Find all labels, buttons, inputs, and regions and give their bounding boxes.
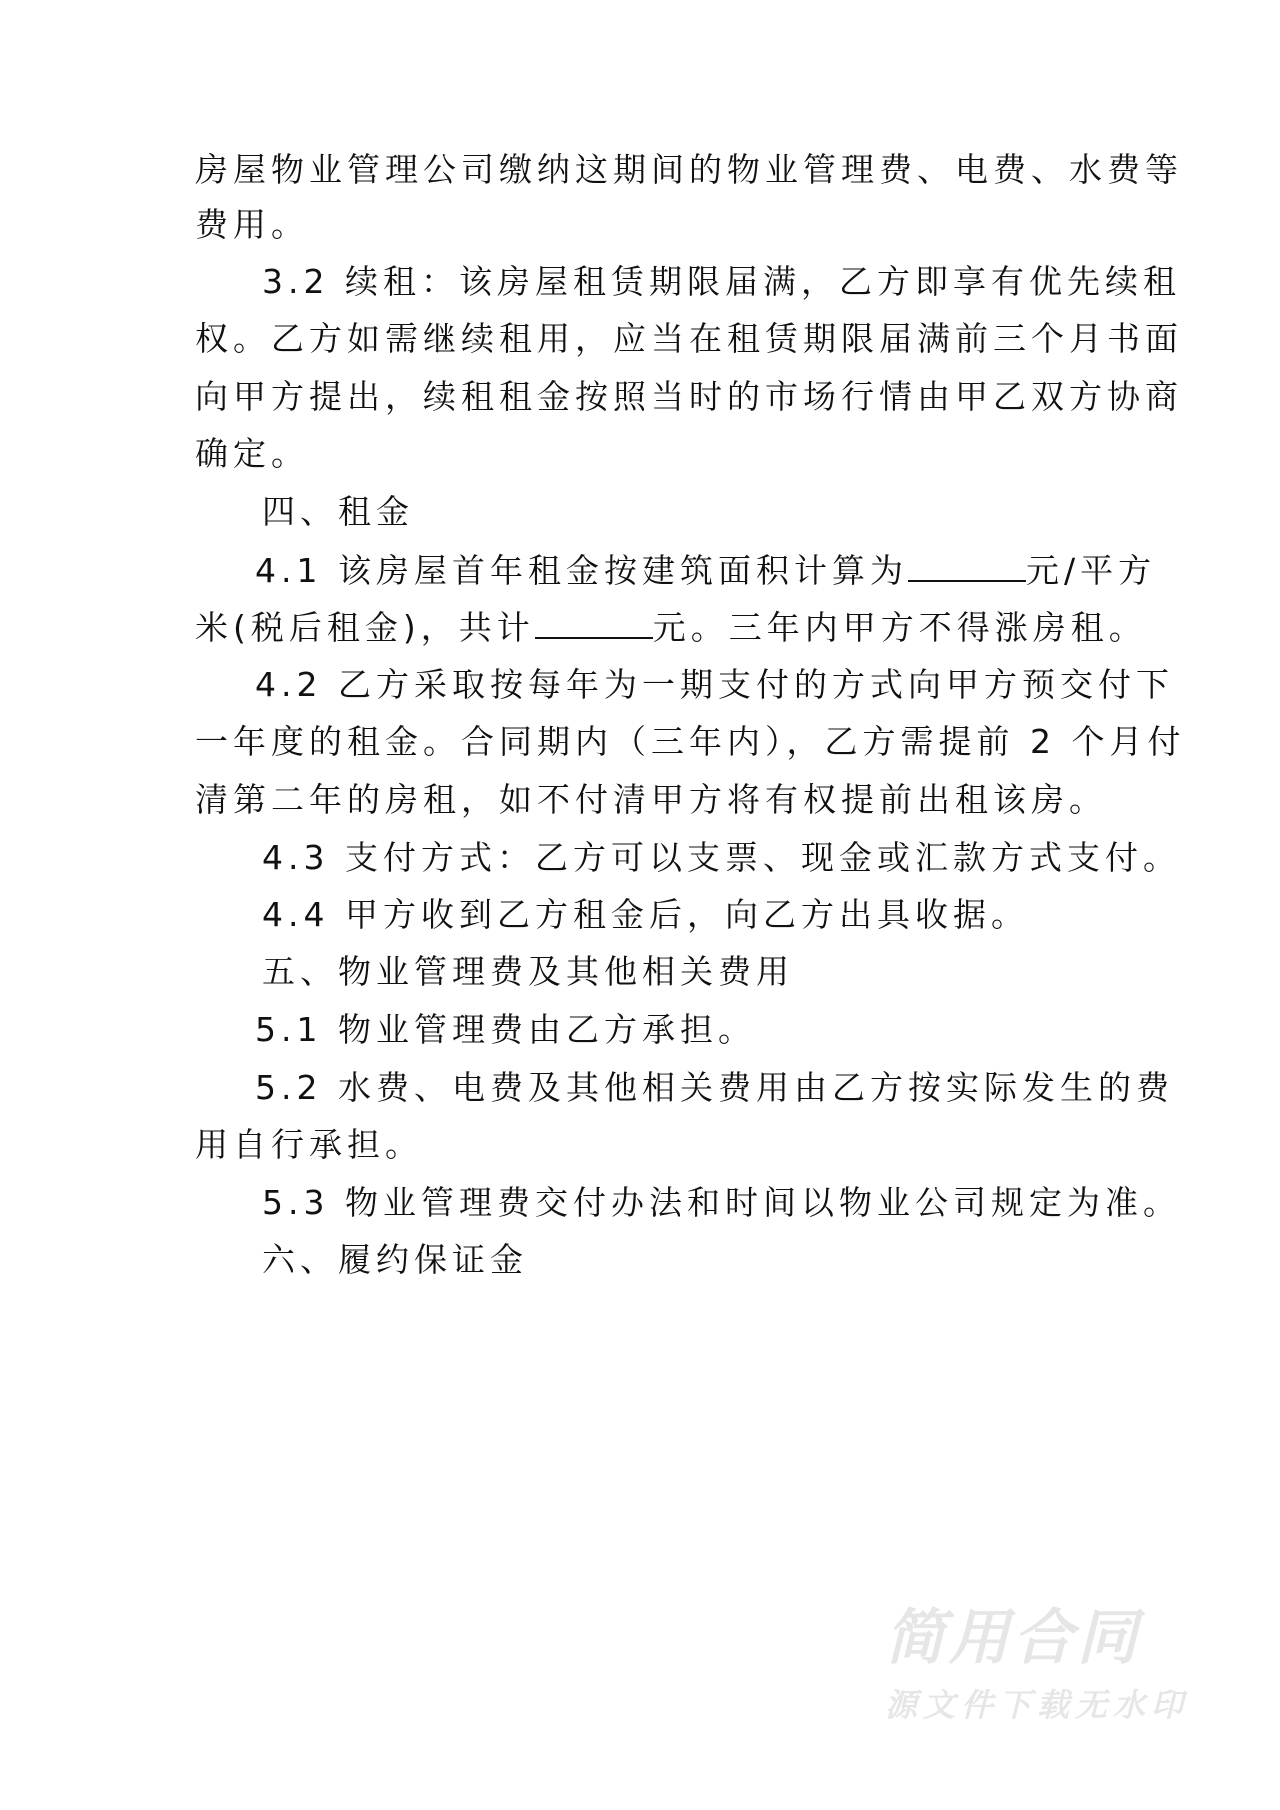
clause-5-3: 5.3 物业管理费交付办法和时间以物业公司规定为准。 xyxy=(262,1183,1181,1222)
clause-4-1-cont: 米(税后租金)，共计 xyxy=(195,608,535,647)
paragraph-line: 清第二年的房租，如不付清甲方将有权提前出租该房。 xyxy=(195,780,1107,819)
clause-4-4: 4.4 甲方收到乙方租金后，向乙方出具收据。 xyxy=(262,895,1029,934)
paragraph-line: 费用。 xyxy=(195,205,309,244)
clause-4-2: 4.2 乙方采取按每年为一期支付的方式向甲方预交付下 xyxy=(255,665,1174,704)
paragraph-line: 向甲方提出，续租租金按照当时的市场行情由甲乙双方协商 xyxy=(195,377,1183,416)
clause-5-1: 5.1 物业管理费由乙方承担。 xyxy=(255,1010,756,1049)
clause-4-1-unit: 元/平方 xyxy=(1025,551,1157,590)
paragraph-line: 权。乙方如需继续租用，应当在租赁期限届满前三个月书面 xyxy=(195,319,1183,358)
clause-4-1-text: 4.1 该房屋首年租金按建筑面积计算为 xyxy=(255,551,908,590)
section-heading-rent: 四、租金 xyxy=(262,492,414,531)
paragraph-line: 确定。 xyxy=(195,434,309,473)
clause-4-1 xyxy=(255,550,1156,591)
paragraph-line: 房屋物业管理公司缴纳这期间的物业管理费、电费、水费等 xyxy=(195,150,1183,189)
section-heading-deposit: 六、履约保证金 xyxy=(262,1240,528,1279)
blank-total-field[interactable] xyxy=(535,607,653,639)
watermark-title: 简用合同 xyxy=(885,1603,1141,1673)
watermark-subtitle: 源文件下载无水印 xyxy=(885,1686,1190,1724)
clause-4-1-end: 元。三年内甲方不得涨房租。 xyxy=(652,608,1147,647)
paragraph-line: 用自行承担。 xyxy=(195,1125,423,1164)
clause-4-3: 4.3 支付方式：乙方可以支票、现金或汇款方式支付。 xyxy=(262,838,1181,877)
blank-unit-price-field[interactable] xyxy=(908,550,1026,582)
clause-5-2: 5.2 水费、电费及其他相关费用由乙方按实际发生的费 xyxy=(255,1068,1174,1107)
section-heading-fees: 五、物业管理费及其他相关费用 xyxy=(262,952,794,991)
paragraph-line: 一年度的租金。合同期内（三年内），乙方需提前 2 个月付 xyxy=(195,722,1186,761)
clause-3-2: 3.2 续租：该房屋租赁期限届满，乙方即享有优先续租 xyxy=(262,262,1181,301)
paragraph-line xyxy=(195,607,1147,648)
